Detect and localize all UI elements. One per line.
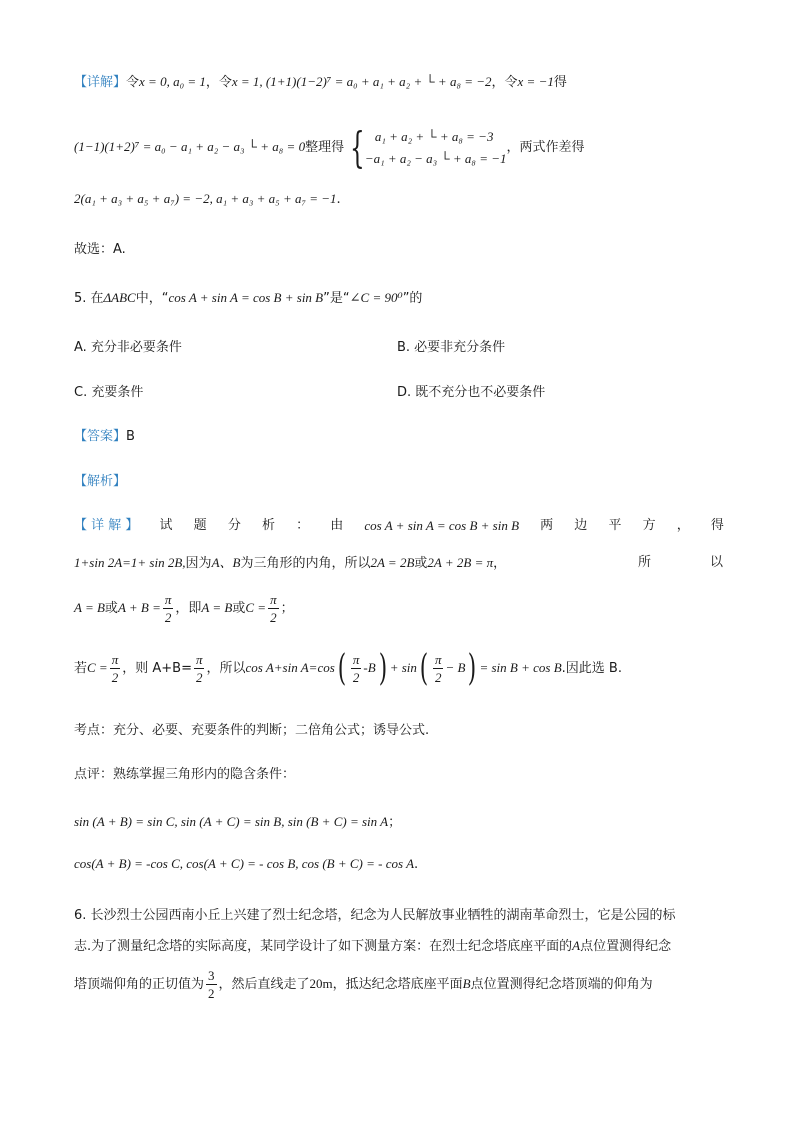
paren: ) bbox=[468, 647, 477, 689]
q5-detail-line-2: 1+sin 2A=1+ sin 2B,因为A、B为三角形的内角，所以2A = 2B或2A + 2B = π， 所 以 bbox=[74, 555, 724, 571]
q5-detail-line-3: A = B或A + B = $\frac{\pi}{2}$ ，即A = B或C = $\frac{\pi}{2}$ ； bbox=[74, 592, 294, 625]
fraction: $\frac{\pi}{2}$ bbox=[164, 592, 172, 625]
q5-answer: 【答案】B bbox=[74, 429, 135, 444]
paren: ( bbox=[337, 647, 347, 689]
option-b: B. 必要非充分条件 bbox=[397, 340, 506, 355]
q5-detail-line-1: 【 详 解 】 试 题 分 析 ： 由 cos A + sin A = cos B + sin B 两 边 平 方 ， 得 bbox=[74, 518, 724, 533]
math: x = 1, (1+1)(1−2)⁷ = a₀ + a₁ + a₂ + └ + a₈ = −2 bbox=[231, 74, 492, 89]
q4-detail-line-2: (1−1)(1+2)⁷ = a₀ − a₁ + a₂ − a₃ └ + a₈ = 0整理得 { a₁ + a₂ + └ + a₈ = −3 −a₁ + a₂ − a₃ └ + a₈ = −1 ，两式作差得 bbox=[74, 122, 585, 172]
detail-tag: 【详解】 bbox=[74, 75, 127, 90]
q5-detail-line-4: 若C = $\frac{\pi}{2}$ ，则 A+B= $\frac{\pi}{2}$ ，所以cos A+sin A=cos( $\frac{\pi}{2}$ -B) + sin( $\frac{\pi}{2}$ − B) = sin B + cos B.因此选 B. bbox=[74, 647, 622, 689]
paren: ) bbox=[378, 647, 387, 689]
q4-choice: 故选：A. bbox=[74, 242, 126, 257]
math: (1−1)(1+2)⁷ = a₀ − a₁ + a₂ − a₃ └ + a₈ = 0 bbox=[74, 139, 306, 154]
option-a: A. 充分非必要条件 bbox=[74, 340, 182, 355]
answer-tag: 【答案】 bbox=[74, 429, 127, 444]
q5-jiexi bbox=[74, 472, 724, 492]
q6-line-3: 塔顶端仰角的正切值为 $\frac{3}{2}$ ，然后直线走了20m，抵达纪念塔底座平面B点位置测得纪念塔顶端的仰角为 bbox=[74, 968, 653, 1001]
q5-dianping: 点评：熟练掌握三角形内的隐含条件： bbox=[74, 767, 296, 782]
q5-formula-1: sin (A + B) = sin C, sin (A + C) = sin B, sin (B + C) = sin A； bbox=[74, 814, 402, 830]
q6-line-1: 6. 长沙烈士公园西南小丘上兴建了烈士纪念塔，纪念为人民解放事业牺牲的湖南革命烈士，它是公园的标 bbox=[74, 908, 676, 923]
option-c: C. 充要条件 bbox=[74, 385, 144, 400]
q4-detail-line-3: 2(a₁ + a₃ + a₅ + a₇) = −2, a₁ + a₃ + a₅ + a₇ = −1. bbox=[74, 191, 341, 207]
brace: { bbox=[350, 122, 365, 172]
option-d: D. 既不充分也不必要条件 bbox=[397, 385, 546, 400]
fraction: $\frac{\pi}{2}$ bbox=[195, 652, 203, 685]
fraction: $\frac{3}{2}$ bbox=[208, 968, 215, 1001]
equation-system: a₁ + a₂ + └ + a₈ = −3 −a₁ + a₂ − a₃ └ + a₈ = −1 bbox=[364, 128, 507, 166]
math: 2(a₁ + a₃ + a₅ + a₇) = −2, a₁ + a₃ + a₅ + a₇ = −1 bbox=[74, 191, 337, 206]
fraction: $\frac{\pi}{2}$ bbox=[352, 652, 360, 685]
q6-line-2: 志.为了测量纪念塔的实际高度，某同学设计了如下测量方案：在烈士纪念塔底座平面的A点位置测得纪念 bbox=[74, 938, 672, 954]
math: x = 0, a₀ = 1 bbox=[139, 74, 206, 89]
fraction: $\frac{\pi}{2}$ bbox=[111, 652, 119, 685]
paren: ( bbox=[419, 647, 429, 689]
fraction: $\frac{\pi}{2}$ bbox=[434, 652, 442, 685]
q4-detail-line-1: 【详解】令x = 0, a₀ = 1，令x = 1, (1+1)(1−2)⁷ = a₀ + a₁ + a₂ + └ + a₈ = −2，令x = −1得 bbox=[74, 74, 567, 90]
q5-formula-2: cos(A + B) = -cos C, cos(A + C) = - cos B, cos (B + C) = - cos A. bbox=[74, 856, 419, 872]
fraction: $\frac{\pi}{2}$ bbox=[270, 592, 277, 625]
math: x = −1 bbox=[517, 74, 554, 89]
q5-stem: 5. 在ΔABC中，“cos A + sin A = cos B + sin B”是“∠C = 90⁰”的 bbox=[74, 290, 423, 306]
analysis-tag: 【解析】 bbox=[74, 474, 127, 489]
q5-kaodian: 考点：充分、必要、充要条件的判断；二倍角公式；诱导公式. bbox=[74, 723, 430, 738]
